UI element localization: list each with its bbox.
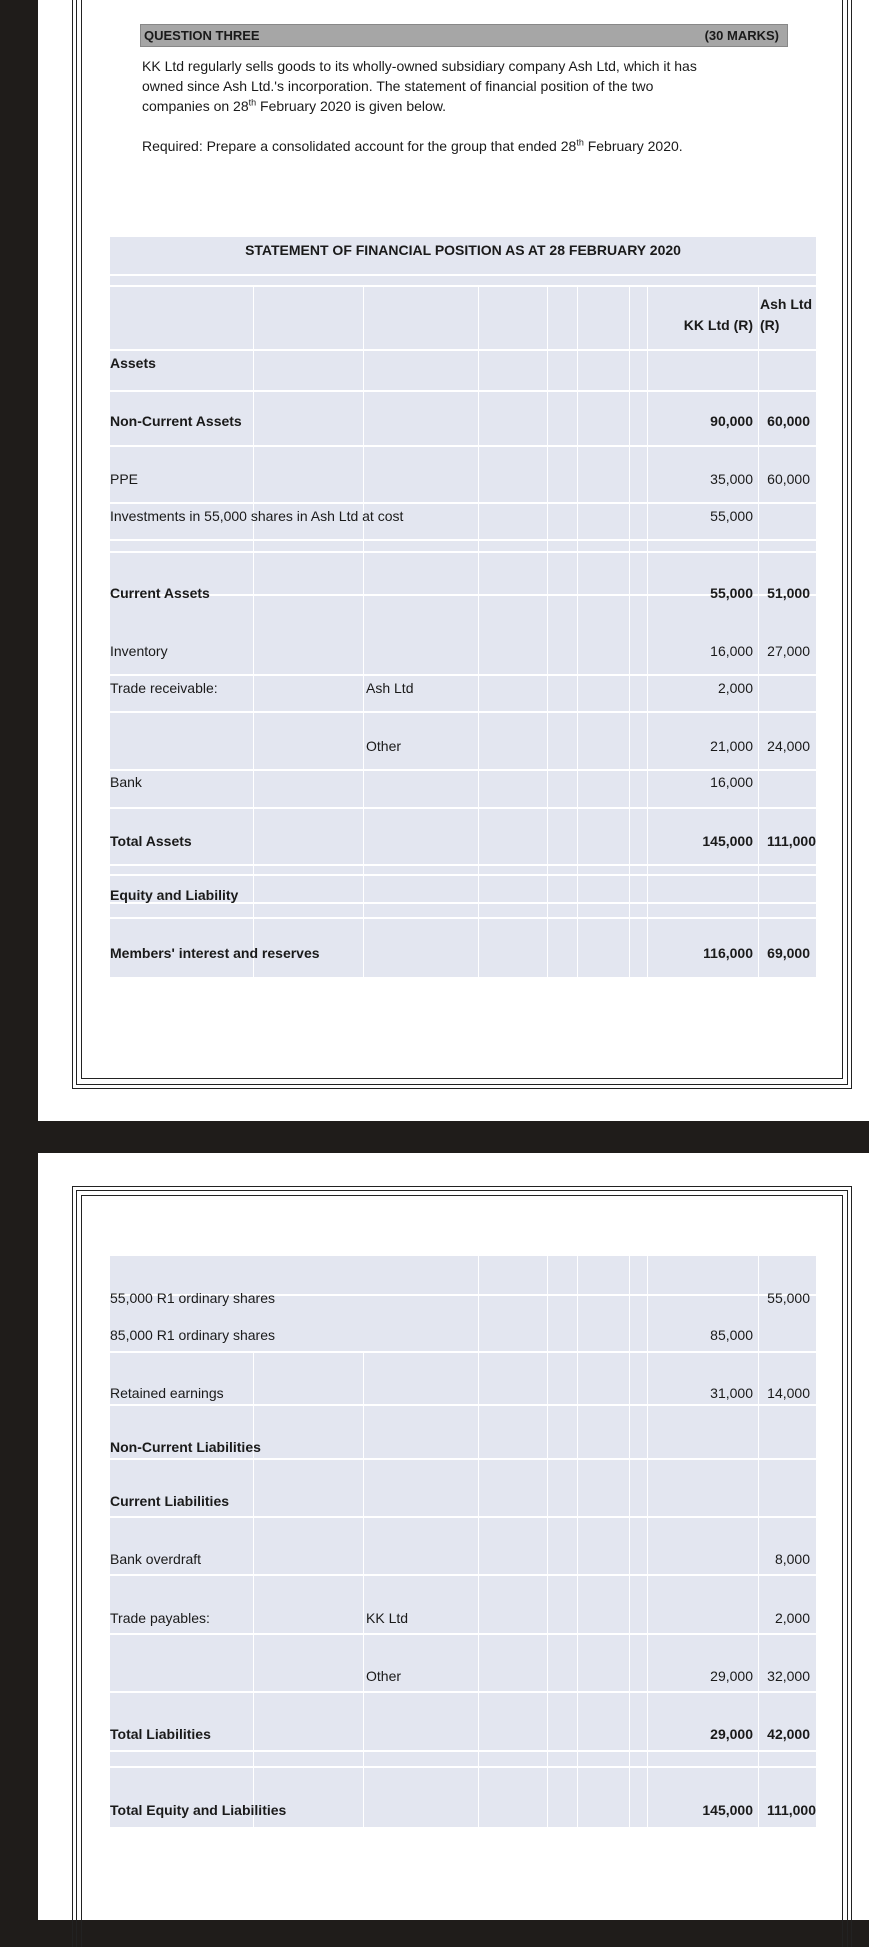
column-header-ash-unit: (R) [760,317,780,333]
ash-value: 55,000 [767,1290,810,1306]
question-marks: (30 MARKS) [704,28,779,43]
ash-value: 69,000 [767,945,810,961]
financial-position-table-part-2 [110,1256,816,1827]
row-label: Investments in 55,000 shares in Ash Ltd at cost [110,508,404,524]
question-label: QUESTION THREE [144,28,260,43]
row-label: Retained earnings [110,1385,224,1401]
row-label: 55,000 R1 ordinary shares [110,1290,275,1306]
row-label: Equity and Liability [110,887,239,903]
row-sublabel: Other [366,1668,402,1684]
ash-value: 111,000 [766,1802,816,1818]
row-label: Members' interest and reserves [110,945,320,961]
table-title: STATEMENT OF FINANCIAL POSITION AS AT 28 FEBRUARY 2020 [245,242,681,258]
row-label: Inventory [110,643,168,659]
row-sublabel: Other [366,738,402,754]
intro-line: KK Ltd regularly sells goods to its wholly-owned subsidiary company Ash Ltd, which it has [142,58,697,74]
financial-position-table-part-1 [110,237,816,977]
intro-line: companies on 28th February 2020 is given below. [142,97,447,114]
kk-value: 145,000 [702,833,753,849]
row-label: Current Assets [110,585,210,601]
column-header-kk: KK Ltd (R) [683,317,753,333]
kk-value: 29,000 [710,1726,753,1742]
kk-value: 145,000 [702,1802,753,1818]
kk-value: 116,000 [703,945,753,961]
row-sublabel: Ash Ltd [366,680,414,696]
row-label: Total Equity and Liabilities [110,1802,287,1818]
kk-value: 16,000 [710,643,753,659]
question-header-bar [140,24,788,47]
ash-value: 111,000 [766,833,816,849]
question-intro [142,56,782,116]
row-sublabel: KK Ltd [366,1610,409,1626]
row-label: 85,000 R1 ordinary shares [110,1327,275,1343]
row-label: Trade payables: [110,1610,210,1626]
column-header-ash: Ash Ltd [760,296,813,312]
kk-value: 29,000 [710,1668,753,1684]
row-label: Current Liabilities [110,1493,230,1509]
row-label: Trade receivable: [110,680,218,696]
ash-value: 60,000 [767,471,810,487]
intro-line: owned since Ash Ltd.'s incorporation. The statement of financial position of the two [142,78,654,94]
kk-value: 85,000 [710,1327,753,1343]
ash-value: 14,000 [767,1385,810,1401]
ash-value: 60,000 [767,413,810,429]
ash-value: 2,000 [774,1610,810,1626]
row-label: Non-Current Liabilities [110,1439,261,1455]
row-label: Total Assets [110,833,192,849]
row-label: Bank [110,774,142,790]
ash-value: 27,000 [767,643,810,659]
row-label: PPE [110,471,139,487]
kk-value: 90,000 [710,413,753,429]
ash-value: 51,000 [767,585,810,601]
kk-value: 31,000 [710,1385,753,1401]
kk-value: 2,000 [717,680,753,696]
row-label: Bank overdraft [110,1551,202,1567]
row-label: Non-Current Assets [110,413,242,429]
row-label: Total Liabilities [110,1726,211,1742]
kk-value: 55,000 [710,508,753,524]
kk-value: 55,000 [710,585,753,601]
ash-value: 8,000 [774,1551,810,1567]
kk-value: 21,000 [710,738,753,754]
kk-value: 35,000 [710,471,753,487]
ash-value: 24,000 [767,738,810,754]
question-required: Required: Prepare a consolidated account for the group that ended 28th February 2020. [142,137,683,154]
ash-value: 32,000 [767,1668,810,1684]
row-label: Assets [110,355,156,371]
kk-value: 16,000 [710,774,753,790]
ash-value: 42,000 [767,1726,810,1742]
